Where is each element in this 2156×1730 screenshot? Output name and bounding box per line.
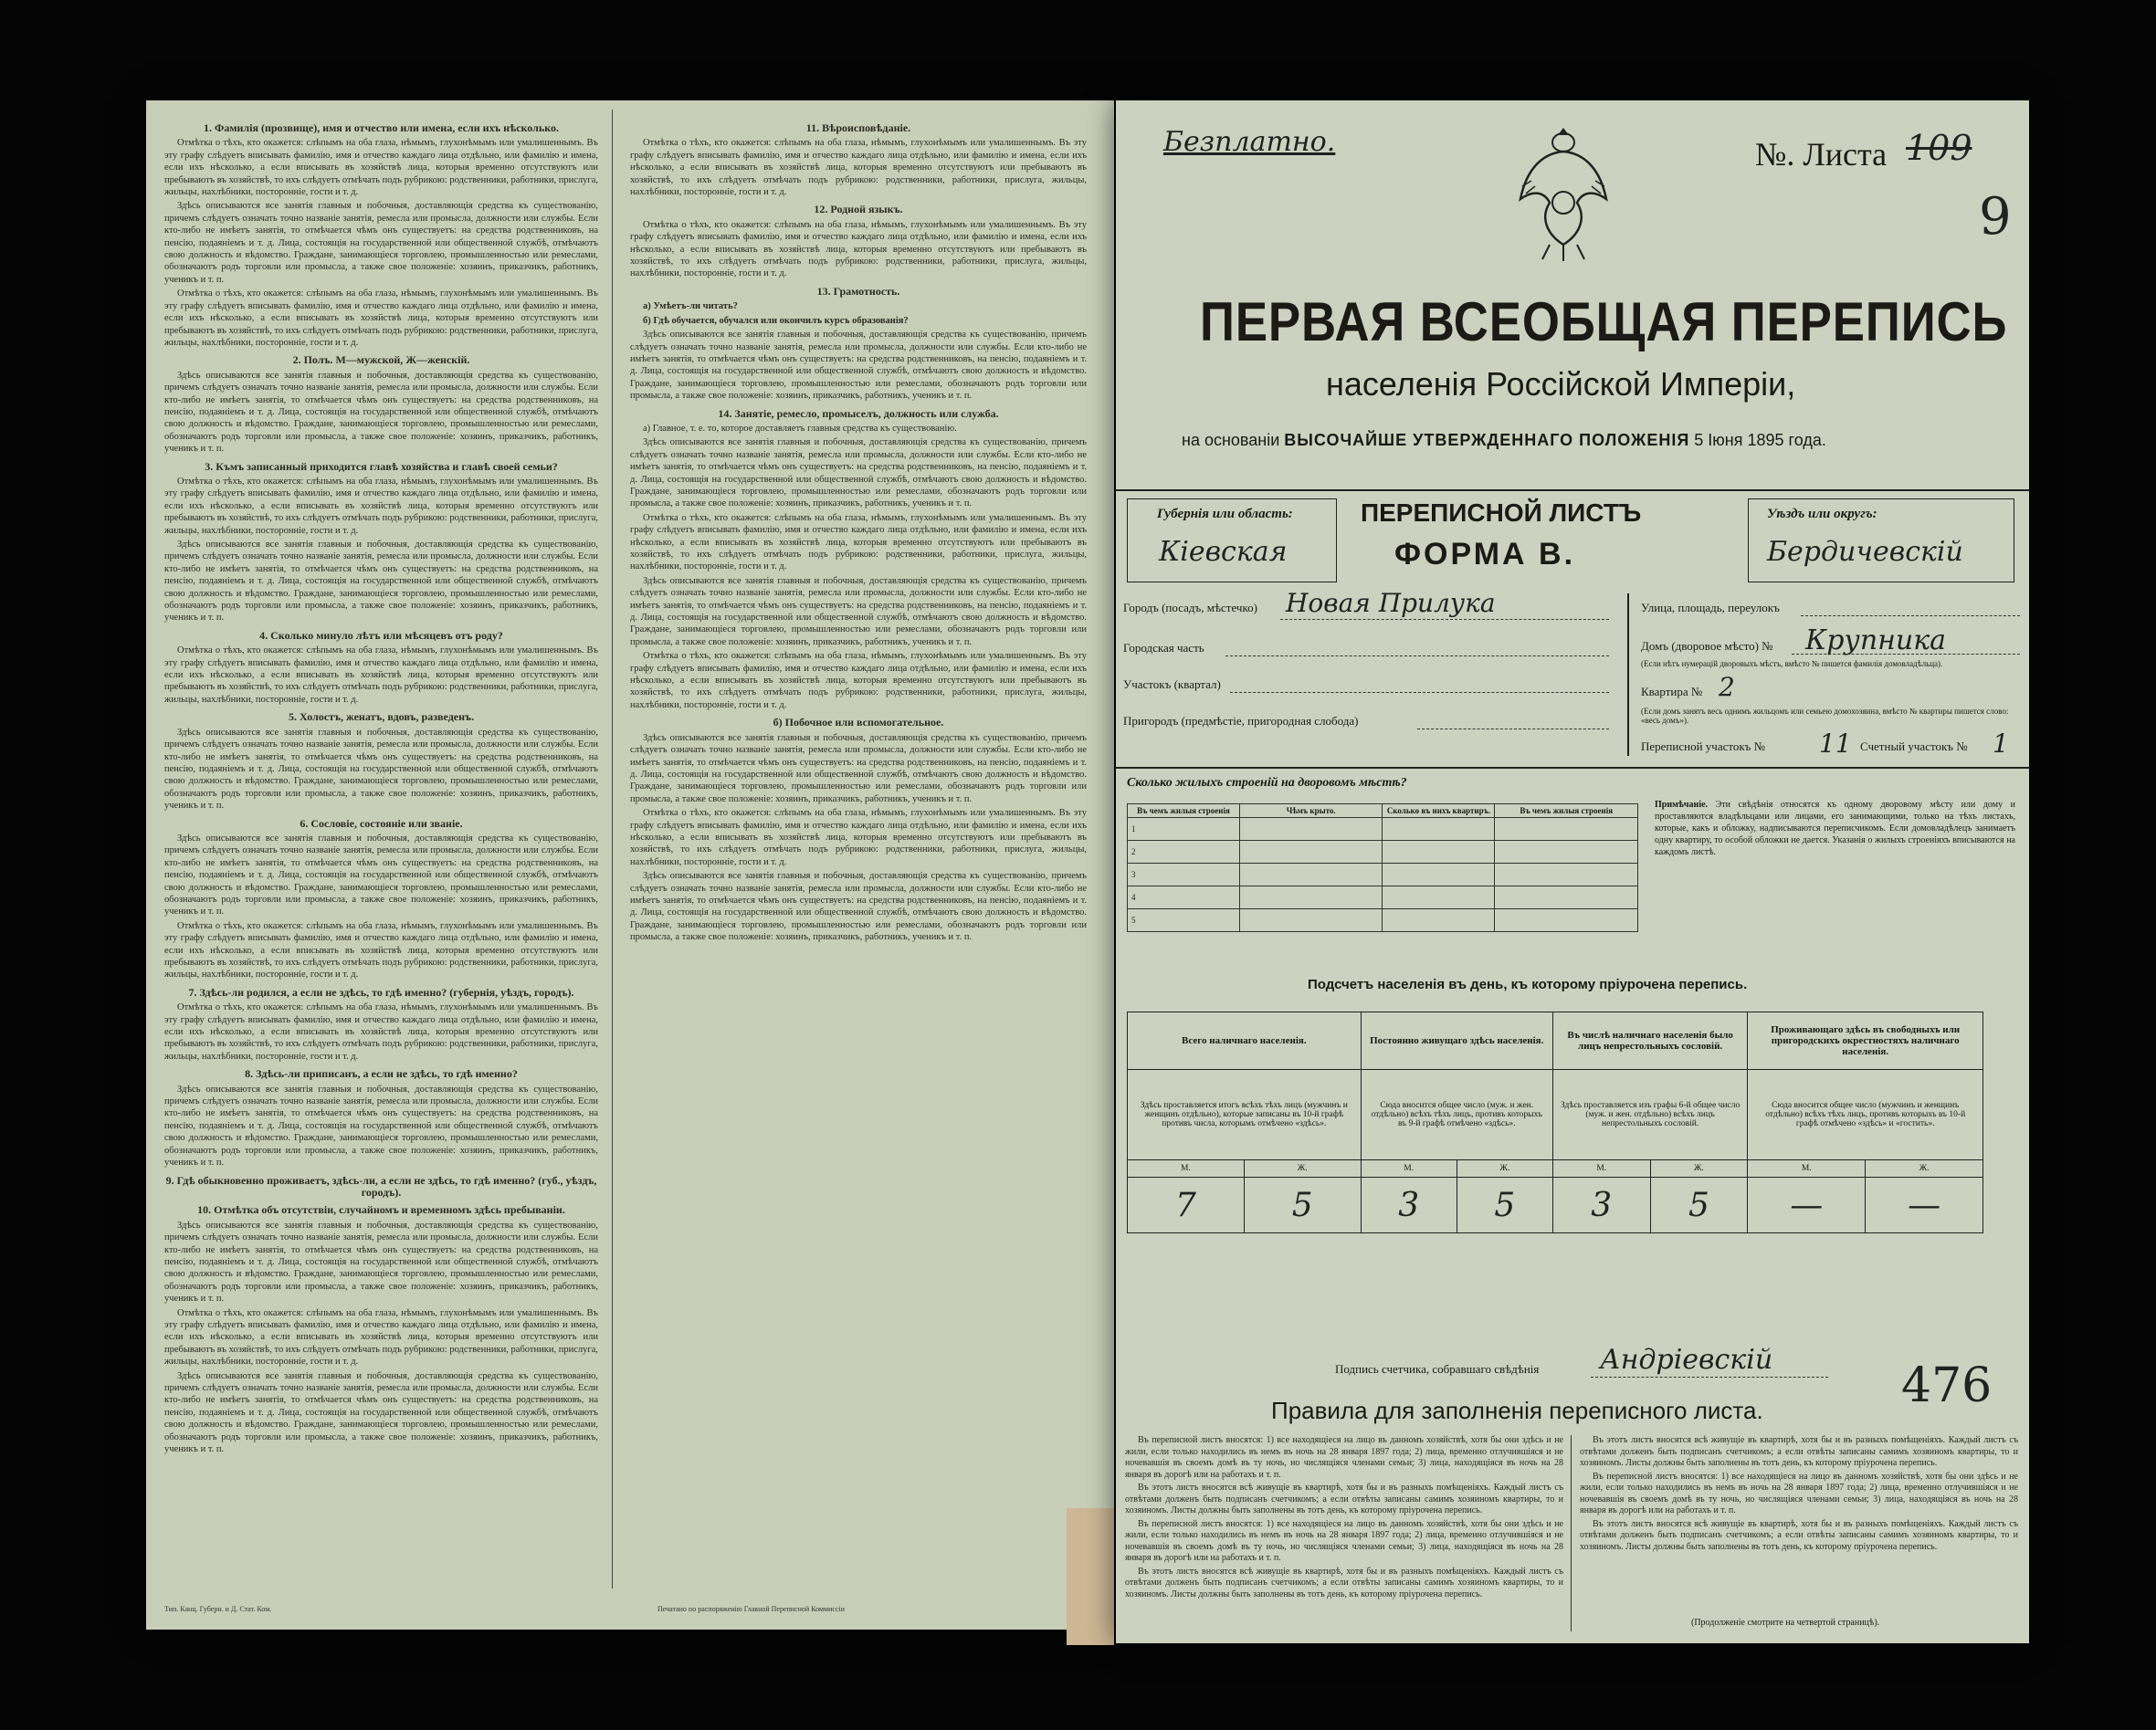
row-number: 5 (1128, 909, 1240, 932)
pop-value: 5 (1650, 1178, 1748, 1233)
imperial-eagle-icon (1513, 126, 1614, 263)
body-text: Здѣсь описываются все занятія главныя и побочныя, доставляющія средства къ существованію, причемъ слѣдуетъ означать точно названіе занятія, ремесла или промысла, должности или службы. Если кто-либо не имѣетъ занятія, то отмѣчается чѣмъ онъ существуетъ: на средства родственниковъ, на пенсію, подаяніемъ и т. д. Лица, состоящія на государственной или общественной службѣ, отмѣчаютъ свою должность и вѣдомство. Граждане, занимающіеся торговлею, промышленностью или ремеслами, обозначаютъ родъ торговли или промысла, а также свое положеніе: хозяинъ, приказчикъ, работникъ, ученикъ и т. п. (630, 871, 1087, 943)
buildings-question: Сколько жилыхъ строеній на дворовомъ мѣстѣ? (1127, 776, 1407, 790)
town-label: Городъ (посадъ, мѣстечко) (1123, 601, 1257, 614)
body-text: Отмѣтка о тѣхъ, кто окажется: слѣпымъ на оба глаза, нѣмымъ, глухонѣмымъ или умалишеннымъ. Въ эту графу слѣдуетъ вписывать фамилію, имя и отчество каждаго лица отдѣльно, или фамилію и имена, если ихъ нѣсколько, а если вписывать въ хозяйствѣ лица, которыя временно отсутствуютъ или пребываютъ въ хозяйствѣ, то ихъ слѣдуетъ отмѣчать подъ рубрикою: родственники, работники, прислуга, жильцы, нахлѣбники, посторонніе, гости и т. д. (164, 476, 598, 536)
free-label: Безплатно. (1163, 126, 1336, 158)
pop-value: 3 (1552, 1178, 1650, 1233)
footer-right: Печатано по распоряженію Главной Переписной Коммиссіи (657, 1605, 845, 1613)
province-label: Губернія или область: (1157, 507, 1293, 521)
pop-header: Постоянно живущаго здѣсь населенія. (1361, 1012, 1552, 1070)
right-page (1116, 100, 2029, 1643)
pop-value: 5 (1244, 1178, 1361, 1233)
street-line (1801, 615, 2020, 616)
section-10-heading: 10. Отмѣтка объ отсутствіи, случайномъ и временномъ здѣсь пребываніи. (197, 1203, 565, 1217)
table-cell (1495, 886, 1638, 909)
sex-label: М. (1552, 1160, 1650, 1178)
table-cell (1239, 909, 1383, 932)
population-header-row (1128, 1012, 1983, 1070)
pop-desc: Сюда вносится общее число (муж. и жен. отдѣльно) всѣхъ тѣхъ лицъ, противъ которыхъ въ 9-й графѣ отмѣчено «здѣсь». (1361, 1070, 1552, 1160)
section-13-heading: 13. Грамотность. (816, 284, 900, 298)
section-4-heading: 4. Сколько минуло лѣтъ или мѣсяцевъ отъ роду? (259, 628, 503, 642)
address-rule (1116, 767, 2029, 769)
body-text: Отмѣтка о тѣхъ, кто окажется: слѣпымъ на оба глаза, нѣмымъ, глухонѣмымъ или умалишеннымъ. Въ эту графу слѣдуетъ вписывать фамилію, имя и отчество каждаго лица отдѣльно, или фамилію и имена, если ихъ нѣсколько, а если вписывать въ хозяйствѣ лица, которыя временно отсутствуютъ или пребываютъ въ хозяйствѣ, то ихъ слѣдуетъ отмѣчать подъ рубрикою: родственники, работники, прислуга, жильцы, нахлѣбники, посторонніе, гости и т. д. (164, 1307, 598, 1368)
form-title-2: ФОРМА В. (1394, 537, 1576, 571)
apartment-note: (Если домъ занятъ весь однимъ жильцомъ или семьею домохозяина, вмѣсто № квартиры пишется слово: «весь домъ»). (1641, 707, 2009, 725)
table-cell (1239, 864, 1383, 886)
pop-header: Въ числѣ наличнаго населенія было лицъ непрестольныхъ сословій. (1552, 1012, 1748, 1070)
table-cell (1495, 909, 1638, 932)
table-cell (1239, 818, 1383, 841)
table-cell (1383, 909, 1495, 932)
pop-desc: Здѣсь проставляется итогъ всѣхъ тѣхъ лицъ (мужчинъ и женщинъ отдѣльно), которые записаны въ 10-й графѣ противъ числа, которымъ отмѣчено «здѣсь». (1128, 1070, 1362, 1160)
table-row (1128, 818, 1638, 841)
town-value: Новая Прилука (1286, 588, 1496, 618)
plot-line (1230, 692, 1609, 693)
table-cell (1239, 841, 1383, 864)
buildings-table-header (1128, 804, 1638, 818)
rules-title: Правила для заполненія переписного листа. (1271, 1397, 1763, 1424)
title-basis (1182, 431, 1826, 450)
section-1-heading: 1. Фамилія (прозвище), имя и отчество или имена, если ихъ нѣсколько. (204, 121, 559, 134)
section-14a: а) Главное, т. е. то, которое доставляетъ главныя средства къ существованію. (643, 423, 957, 434)
body-text: Здѣсь описываются все занятія главныя и побочныя, доставляющія средства къ существованію, причемъ слѣдуетъ означать точно названіе занятія, ремесла или промысла, должности или службы. Если кто-либо не имѣетъ занятія, то отмѣчается чѣмъ онъ существуетъ: на средства родственниковъ, на пенсію, подаяніемъ и т. д. Лица, состоящія на государственной или общественной службѣ, отмѣчаютъ свою должность и вѣдомство. Граждане, занимающіеся торговлею, промышленностью или ремеслами, обозначаютъ родъ торговли или промысла, а также свое положеніе: хозяинъ, приказчикъ, работникъ, ученикъ и т. п. (164, 201, 598, 285)
house-label: Домъ (дворовое мѣсто) № (1641, 639, 1773, 653)
plot-label: Участокъ (квартал) (1123, 677, 1221, 691)
rules-text-b: Въ этотъ листъ вносятся всѣ живущіе въ квартирѣ, хотя бы и въ разныхъ помѣщеніяхъ. Каждый листъ съ отвѣтами долженъ быть подписанъ счетчикомъ; а если отвѣты записаны самимъ хозяиномъ квартиры, то и хозяиномъ. Листы должны быть заполнены въ тотъ день, къ которому пріурочена перепись. (1125, 1483, 1563, 1515)
rules-column-b (1580, 1435, 2018, 1613)
body-text: Отмѣтка о тѣхъ, кто окажется: слѣпымъ на оба глаза, нѣмымъ, глухонѣмымъ или умалишеннымъ. Въ эту графу слѣдуетъ вписывать фамилію, имя и отчество каждаго лица отдѣльно, или фамилію и имена, если ихъ нѣсколько, а если вписывать въ хозяйствѣ лица, которыя временно отсутствуютъ или пребываютъ въ хозяйствѣ, то ихъ слѣдуетъ отмѣчать подъ рубрикою: родственники, работники, прислуга, жильцы, нахлѣбники, посторонніе, гости и т. д. (164, 288, 598, 348)
title-basis-c: 5 Іюня 1895 года. (1694, 431, 1826, 449)
district-label: Уѣздъ или округъ: (1767, 507, 1877, 521)
table-row (1128, 909, 1638, 932)
body-text: Отмѣтка о тѣхъ, кто окажется: слѣпымъ на оба глаза, нѣмымъ, глухонѣмымъ или умалишеннымъ. Въ эту графу слѣдуетъ вписывать фамилію, имя и отчество каждаго лица отдѣльно, или фамилію и имена, если ихъ нѣсколько, а если вписывать въ хозяйствѣ лица, которыя временно отсутствуютъ или пребываютъ въ хозяйствѣ, то ихъ слѣдуетъ отмѣчать подъ рубрикою: родственники, работники, прислуга, жильцы, нахлѣбники, посторонніе, гости и т. д. (630, 512, 1087, 572)
header-rule (1116, 489, 2029, 491)
district-box (1748, 498, 2014, 582)
table-cell (1383, 841, 1495, 864)
suburb-label: Пригородъ (предмѣстіе, пригородная слобода) (1123, 714, 1359, 728)
row-number: 4 (1128, 886, 1240, 909)
left-column-a (164, 117, 598, 1578)
body-text: Здѣсь описываются все занятія главныя и побочныя, доставляющія средства къ существованію, причемъ слѣдуетъ означать точно названіе занятія, ремесла или промысла, должности или службы. Если кто-либо не имѣетъ занятія, то отмѣчается чѣмъ онъ существуетъ: на средства родственниковъ, на пенсію, подаяніемъ и т. д. Лица, состоящія на государственной или общественной службѣ, отмѣчаютъ свою должность и вѣдомство. Граждане, занимающіеся торговлею, промышленностью или ремеслами, обозначаютъ родъ торговли или промысла, а также свое положеніе: хозяинъ, приказчикъ, работникъ, ученикъ и т. п. (164, 727, 598, 812)
body-text: Здѣсь описываются все занятія главныя и побочныя, доставляющія средства къ существованію, причемъ слѣдуетъ означать точно названіе занятія, ремесла или промысла, должности или службы. Если кто-либо не имѣетъ занятія, то отмѣчается чѣмъ онъ существуетъ: на средства родственниковъ, на пенсію, подаяніемъ и т. д. Лица, состоящія на государственной или общественной службѣ, отмѣчаютъ свою должность и вѣдомство. Граждане, занимающіеся торговлею, промышленностью или ремеслами, обозначаютъ родъ торговли или промысла, а также свое положеніе: хозяинъ, приказчикъ, работникъ, ученикъ и т. п. (630, 575, 1087, 647)
section-14-heading: 14. Занятіе, ремесло, промыселъ, должность или служба. (718, 406, 999, 420)
body-text: Отмѣтка о тѣхъ, кто окажется: слѣпымъ на оба глаза, нѣмымъ, глухонѣмымъ или умалишеннымъ. Въ эту графу слѣдуетъ вписывать фамилію, имя и отчество каждаго лица отдѣльно, или фамилію и имена, если ихъ нѣсколько, а если вписывать въ хозяйствѣ лица, которыя временно отсутствуютъ или пребываютъ въ хозяйствѣ, то ихъ слѣдуетъ отмѣчать подъ рубрикою: родственники, работники, прислуга, жильцы, нахлѣбники, посторонніе, гости и т. д. (164, 920, 598, 980)
pop-desc: Сюда вносится общее число (мужчинъ и женщинъ отдѣльно) всѣхъ тѣхъ лицъ, противъ которыхъ въ 10-й графѣ отмѣчено «здѣсь» и «гостить». (1748, 1070, 1983, 1160)
rules-text-b: Въ этотъ листъ вносятся всѣ живущіе въ квартирѣ, хотя бы и въ разныхъ помѣщеніяхъ. Каждый листъ съ отвѣтами долженъ быть подписанъ счетчикомъ; а если отвѣты записаны самимъ хозяиномъ квартиры, то и хозяиномъ. Листы должны быть заполнены въ тотъ день, къ которому пріурочена перепись. (1580, 1518, 2018, 1552)
section-13a: а) Умѣетъ-ли читать? (643, 301, 738, 312)
town-line (1280, 619, 1609, 620)
title-basis-a: на основаніи (1182, 431, 1280, 449)
body-text: Здѣсь описываются все занятія главныя и побочныя, доставляющія средства къ существованію, причемъ слѣдуетъ означать точно названіе занятія, ремесла или промысла, должности или службы. Если кто-либо не имѣетъ занятія, то отмѣчается чѣмъ онъ существуетъ: на средства родственниковъ, на пенсію, подаяніемъ и т. д. Лица, состоящія на государственной или общественной службѣ, отмѣчаютъ свою должность и вѣдомство. Граждане, занимающіеся торговлею, промышленностью или ремеслами, обозначаютъ родъ торговли или промысла, а также свое положеніе: хозяинъ, приказчикъ, работникъ, ученикъ и т. п. (164, 370, 598, 455)
rules-text-b: Въ этотъ листъ вносятся всѣ живущіе въ квартирѣ, хотя бы и въ разныхъ помѣщеніяхъ. Каждый листъ съ отвѣтами долженъ быть подписанъ счетчикомъ; а если отвѣты записаны самимъ хозяиномъ квартиры, то и хозяиномъ. Листы должны быть заполнены въ тотъ день, къ которому пріурочена перепись. (1125, 1566, 1563, 1599)
sex-label: Ж. (1244, 1160, 1361, 1178)
table-cell (1383, 864, 1495, 886)
rules-text-a: Въ переписной листъ вносятся: 1) все находящіеся на лицо въ данномъ хозяйствѣ, хотя бы они здѣсь и не жили, если только находились въ немъ въ ночь на 28 января 1897 года; 2) лица, временно отлучившіяся и не ночевавшія въ своемъ домѣ въ ту ночь, но числящіяся членами семьи; 3) лица, находящіяся въ ночь на 28 января въ дорогѣ или на работахъ и т. п. (1125, 1435, 1563, 1480)
pop-value: 7 (1128, 1178, 1245, 1233)
left-column-b (630, 117, 1087, 1578)
street-label: Улица, площадь, переулокъ (1641, 601, 1780, 614)
note-label: Примѣчаніе. (1655, 800, 1709, 810)
body-text: Здѣсь описываются все занятія главныя и побочныя, доставляющія средства къ существованію, причемъ слѣдуетъ означать точно названіе занятія, ремесла или промысла, должности или службы. Если кто-либо не имѣетъ занятія, то отмѣчается чѣмъ онъ существуетъ: на средства родственниковъ, на пенсію, подаяніемъ и т. д. Лица, состоящія на государственной или общественной службѣ, отмѣчаютъ свою должность и вѣдомство. Граждане, занимающіеся торговлею, промышленностью или ремеслами, обозначаютъ родъ торговли или промысла, а также свое положеніе: хозяинъ, приказчикъ, работникъ, ученикъ и т. п. (630, 437, 1087, 509)
section-5-heading: 5. Холостъ, женатъ, вдовъ, разведенъ. (288, 710, 475, 724)
page-number: 9 (1979, 187, 2012, 246)
section-6-heading: 6. Сословіе, состояніе или званіе. (300, 816, 463, 830)
city-part-label: Городская часть (1123, 641, 1204, 655)
house-value: Крупника (1805, 624, 1947, 656)
body-text: Отмѣтка о тѣхъ, кто окажется: слѣпымъ на оба глаза, нѣмымъ, глухонѣмымъ или умалишеннымъ. Въ эту графу слѣдуетъ вписывать фамилію, имя и отчество каждаго лица отдѣльно, или фамилію и имена, если ихъ нѣсколько, а если вписывать въ хозяйствѣ лица, которыя временно отсутствуютъ или пребываютъ въ хозяйствѣ, то ихъ слѣдуетъ отмѣчать подъ рубрикою: родственники, работники, прислуга, жильцы, нахлѣбники, посторонніе, гости и т. д. (630, 219, 1087, 279)
sex-label: М. (1748, 1160, 1866, 1178)
apartment-label: Квартира № (1641, 685, 1703, 698)
column-divider (612, 110, 613, 1588)
sex-label: Ж. (1866, 1160, 1983, 1178)
sex-label: Ж. (1650, 1160, 1748, 1178)
population-table (1127, 1012, 1983, 1233)
table-cell (1239, 886, 1383, 909)
table-cell (1495, 864, 1638, 886)
body-text: Здѣсь описываются все занятія главныя и побочныя, доставляющія средства къ существованію, причемъ слѣдуетъ означать точно названіе занятія, ремесла или промысла, должности или службы. Если кто-либо не имѣетъ занятія, то отмѣчается чѣмъ онъ существуетъ: на средства родственниковъ, на пенсію, подаяніемъ и т. д. Лица, состоящія на государственной или общественной службѣ, отмѣчаютъ свою должность и вѣдомство. Граждане, занимающіеся торговлею, промышленностью или ремеслами, обозначаютъ родъ торговли или промысла, а также свое положеніе: хозяинъ, приказчикъ, работникъ, ученикъ и т. п. (164, 1220, 598, 1305)
body-text: Отмѣтка о тѣхъ, кто окажется: слѣпымъ на оба глаза, нѣмымъ, глухонѣмымъ или умалишеннымъ. Въ эту графу слѣдуетъ вписывать фамилію, имя и отчество каждаго лица отдѣльно, или фамилію и имена, если ихъ нѣсколько, а если вписывать въ хозяйствѣ лица, которыя временно отсутствуютъ или пребываютъ въ хозяйствѣ, то ихъ слѣдуетъ отмѣчать подъ рубрикою: родственники, работники, прислуга, жильцы, нахлѣбники, посторонніе, гости и т. д. (164, 1002, 598, 1062)
rules-column-a (1125, 1435, 1563, 1631)
form-title-1: ПЕРЕПИСНОЙ ЛИСТЪ (1361, 498, 1642, 527)
body-text: Отмѣтка о тѣхъ, кто окажется: слѣпымъ на оба глаза, нѣмымъ, глухонѣмымъ или умалишеннымъ. Въ эту графу слѣдуетъ вписывать фамилію, имя и отчество каждаго лица отдѣльно, или фамилію и имена, если ихъ нѣсколько, а если вписывать въ хозяйствѣ лица, которыя временно отсутствуютъ или пребываютъ въ хозяйствѣ, то ихъ слѣдуетъ отмѣчать подъ рубрикою: родственники, работники, прислуга, жильцы, нахлѣбники, посторонніе, гости и т. д. (630, 138, 1087, 198)
footer-left: Тип. Канц. Губерн. и Д. Стат. Ком. (164, 1605, 272, 1613)
pop-desc: Здѣсь проставляется изъ графы 6-й общее число (муж. и жен. отдѣльно) всѣхъ лицъ непрестольныхъ сословій. (1552, 1070, 1748, 1160)
pop-value: 5 (1457, 1178, 1552, 1233)
table-row (1128, 841, 1638, 864)
section-14b: б) Побочное или вспомогательное. (773, 716, 944, 729)
body-text: Здѣсь описываются все занятія главныя и побочныя, доставляющія средства къ существованію, причемъ слѣдуетъ означать точно названіе занятія, ремесла или промысла, должности или службы. Если кто-либо не имѣетъ занятія, то отмѣчается чѣмъ онъ существуетъ: на средства родственниковъ, на пенсію, подаяніемъ и т. д. Лица, состоящія на государственной или общественной службѣ, отмѣчаютъ свою должность и вѣдомство. Граждане, занимающіеся торговлею, промышленностью или ремеслами, обозначаютъ родъ торговли или промысла, а также свое положеніе: хозяинъ, приказчикъ, работникъ, ученикъ и т. п. (630, 732, 1087, 804)
pop-value: — (1748, 1178, 1866, 1233)
sex-label: Ж. (1457, 1160, 1552, 1178)
district-value: Бердичевскій (1767, 536, 1963, 568)
signature-label: Подпись счетчика, собравшаго свѣдѣнія (1335, 1362, 1540, 1376)
section-1-text: Отмѣтка о тѣхъ, кто окажется: слѣпымъ на оба глаза, нѣмымъ, глухонѣмымъ или умалишеннымъ. Въ эту графу слѣдуетъ вписывать фамилію, имя и отчество каждаго лица отдѣльно, или фамилію и имена, если ихъ нѣсколько, а если вписывать въ хозяйствѣ лица, которыя временно отсутствуютъ или пребываютъ въ хозяйствѣ, то ихъ слѣдуетъ отмѣчать подъ рубрикою: родственники, работники, прислуга, жильцы, нахлѣбники, посторонніе, гости и т. д. (164, 138, 598, 198)
pencil-number: 476 (1901, 1358, 1993, 1413)
counting-district-label: Счетный участокъ № (1860, 739, 1968, 753)
buildings-th: Въ чемъ жилыя строенія (1495, 804, 1638, 818)
table-cell (1383, 818, 1495, 841)
buildings-th: Чѣмъ крыто. (1239, 804, 1383, 818)
population-sex-row (1128, 1160, 1983, 1178)
pop-header: Всего наличнаго населенія. (1128, 1012, 1362, 1070)
signature-line (1591, 1377, 1828, 1378)
row-number: 3 (1128, 864, 1240, 886)
title-basis-b: ВЫСОЧАЙШЕ УТВЕРЖДЕННАГО ПОЛОЖЕНІЯ (1284, 431, 1690, 449)
province-box (1127, 498, 1337, 582)
table-row (1128, 864, 1638, 886)
signature-value: Андріевскій (1600, 1344, 1773, 1376)
body-text: Здѣсь описываются все занятія главныя и побочныя, доставляющія средства къ существованію, причемъ слѣдуетъ означать точно названіе занятія, ремесла или промысла, должности или службы. Если кто-либо не имѣетъ занятія, то отмѣчается чѣмъ онъ существуетъ: на средства родственниковъ, на пенсію, подаяніемъ и т. д. Лица, состоящія на государственной или общественной службѣ, отмѣчаютъ свою должность и вѣдомство. Граждане, занимающіеся торговлею, промышленностью или ремеслами, обозначаютъ родъ торговли или промысла, а также свое положеніе: хозяинъ, приказчикъ, работникъ, ученикъ и т. п. (164, 1084, 598, 1169)
address-divider (1627, 593, 1629, 756)
house-line (1792, 654, 2020, 655)
note-text: Эти свѣдѣнія относятся къ одному дворовому мѣсту или дому и проставляются владѣльцами или лицами, его занимающими, только на тѣхъ листахъ, которые, какъ и обложку, надписываются переписчикомъ. Если домовладѣлецъ занимаетъ одну квартиру, то особой обложки не дается. Указанія о жилыхъ строеніяхъ вписываются на каждомъ листѣ. (1655, 800, 2016, 857)
census-district-value: 11 (1819, 729, 1852, 759)
section-13b: б) Гдѣ обучается, обучался или окончилъ курсъ образованія? (643, 315, 909, 326)
population-values-row (1128, 1178, 1983, 1233)
table-cell (1495, 841, 1638, 864)
section-9-heading: 9. Гдѣ обыкновенно проживаетъ, здѣсь-ли, а если не здѣсь, то гдѣ именно? (губ., уѣздъ, городъ). (165, 1173, 597, 1199)
body-text: Отмѣтка о тѣхъ, кто окажется: слѣпымъ на оба глаза, нѣмымъ, глухонѣмымъ или умалишеннымъ. Въ эту графу слѣдуетъ вписывать фамилію, имя и отчество каждаго лица отдѣльно, или фамилію и имена, если ихъ нѣсколько, а если вписывать въ хозяйствѣ лица, которыя временно отсутствуютъ или пребываютъ въ хозяйствѣ, то ихъ слѣдуетъ отмѣчать подъ рубрикою: родственники, работники, прислуга, жильцы, нахлѣбники, посторонніе, гости и т. д. (164, 645, 598, 705)
rules-text-a: Въ переписной листъ вносятся: 1) все находящіеся на лицо въ данномъ хозяйствѣ, хотя бы они здѣсь и не жили, если только находились въ немъ въ ночь на 28 января 1897 года; 2) лица, временно отлучившіяся и не ночевавшія въ своемъ домѣ въ ту ночь, но числящіяся членами семьи; 3) лица, находящіяся въ ночь на 28 января въ дорогѣ или на работахъ и т. п. (1580, 1471, 2018, 1515)
buildings-table (1127, 803, 1638, 932)
sheet-no-value: 109 (1906, 128, 1972, 168)
section-8-heading: 8. Здѣсь-ли приписанъ, а если не здѣсь, то гдѣ именно? (245, 1067, 518, 1081)
province-value: Кіевская (1159, 536, 1288, 568)
buildings-th: Въ чемъ жилыя строенія (1128, 804, 1240, 818)
title-main: ПЕРВАЯ ВСЕОБЩАЯ ПЕРЕПИСЬ (1200, 291, 2008, 352)
pop-value: 3 (1361, 1178, 1457, 1233)
sex-label: М. (1128, 1160, 1245, 1178)
rules-text-b: Въ этотъ листъ вносятся всѣ живущіе въ квартирѣ, хотя бы и въ разныхъ помѣщеніяхъ. Каждый листъ съ отвѣтами долженъ быть подписанъ счетчикомъ; а если отвѣты записаны самимъ хозяиномъ квартиры, то и хозяиномъ. Листы должны быть заполнены въ тотъ день, къ которому пріурочена перепись. (1580, 1435, 2018, 1468)
house-note: (Если нѣтъ нумерацій дворовыхъ мѣстъ, вмѣсто № пишется фамилія домовладѣльца). (1641, 659, 1943, 668)
table-cell (1383, 886, 1495, 909)
left-page (146, 100, 1114, 1630)
table-cell (1495, 818, 1638, 841)
rules-text-a: Въ переписной листъ вносятся: 1) все находящіеся на лицо въ данномъ хозяйствѣ, хотя бы они здѣсь и не жили, если только находились въ немъ въ ночь на 28 января 1897 года; 2) лица, временно отлучившіяся и не ночевавшія въ своемъ домѣ въ ту ночь, но числящіяся членами семьи; 3) лица, находящіяся въ ночь на 28 января въ дорогѣ или на работахъ и т. п. (1125, 1518, 1563, 1563)
city-part-line (1225, 655, 1609, 656)
rules-divider (1571, 1435, 1572, 1631)
sex-label: М. (1361, 1160, 1457, 1178)
section-12-heading: 12. Родной языкъ. (814, 203, 903, 216)
section-3-heading: 3. Къмъ записанный приходится главѣ хозяйства и главѣ своей семьи? (205, 459, 558, 473)
apartment-value: 2 (1719, 672, 1735, 702)
section-7-heading: 7. Здѣсь-ли родился, а если не здѣсь, то гдѣ именно? (губернія, уѣздъ, городъ). (188, 985, 574, 999)
population-heading: Подсчетъ населенія въ день, къ которому пріурочена перепись. (1308, 977, 1748, 992)
buildings-th: Сколько въ нихъ квартиръ. (1383, 804, 1495, 818)
body-text: Здѣсь описываются все занятія главныя и побочныя, доставляющія средства къ существованію, причемъ слѣдуетъ означать точно названіе занятія, ремесла или промысла, должности или службы. Если кто-либо не имѣетъ занятія, то отмѣчается чѣмъ онъ существуетъ: на средства родственниковъ, на пенсію, подаяніемъ и т. д. Лица, состоящія на государственной или общественной службѣ, отмѣчаютъ свою должность и вѣдомство. Граждане, занимающіеся торговлею, промышленностью или ремеслами, обозначаютъ родъ торговли или промысла, а также свое положеніе: хозяинъ, приказчикъ, работникъ, ученикъ и т. п. (164, 833, 598, 917)
title-sub: населенія Россійской Имперіи, (1326, 365, 1796, 403)
body-text: Отмѣтка о тѣхъ, кто окажется: слѣпымъ на оба глаза, нѣмымъ, глухонѣмымъ или умалишеннымъ. Въ эту графу слѣдуетъ вписывать фамилію, имя и отчество каждаго лица отдѣльно, или фамилію и имена, если ихъ нѣсколько, а если вписывать въ хозяйствѣ лица, которыя временно отсутствуютъ или пребываютъ въ хозяйствѣ, то ихъ слѣдуетъ отмѣчать подъ рубрикою: родственники, работники, прислуга, жильцы, нахлѣбники, посторонніе, гости и т. д. (630, 651, 1087, 710)
population-desc-row (1128, 1070, 1983, 1160)
body-text: Отмѣтка о тѣхъ, кто окажется: слѣпымъ на оба глаза, нѣмымъ, глухонѣмымъ или умалишеннымъ. Въ эту графу слѣдуетъ вписывать фамилію, имя и отчество каждаго лица отдѣльно, или фамилію и имена, если ихъ нѣсколько, а если вписывать въ хозяйствѣ лица, которыя временно отсутствуютъ или пребываютъ въ хозяйствѣ, то ихъ слѣдуетъ отмѣчать подъ рубрикою: родственники, работники, прислуга, жильцы, нахлѣбники, посторонніе, гости и т. д. (630, 808, 1087, 867)
census-district-label: Переписной участокъ № (1641, 739, 1766, 753)
pop-header: Проживающаго здѣсь въ свободныхъ или пригородскихъ окрестностяхъ наличнаго населенія. (1748, 1012, 1983, 1070)
rules-footer: (Продолженіе смотрите на четвертой страницѣ). (1691, 1618, 1880, 1628)
body-text: Здѣсь описываются все занятія главныя и побочныя, доставляющія средства къ существованію, причемъ слѣдуетъ означать точно названіе занятія, ремесла или промысла, должности или службы. Если кто-либо не имѣетъ занятія, то отмѣчается чѣмъ онъ существуетъ: на средства родственниковъ, на пенсію, подаяніемъ и т. д. Лица, состоящія на государственной или общественной службѣ, отмѣчаютъ свою должность и вѣдомство. Граждане, занимающіеся торговлею, промышленностью или ремеслами, обозначаютъ родъ торговли или промысла, а также свое положеніе: хозяинъ, приказчикъ, работникъ, ученикъ и т. п. (630, 330, 1087, 402)
body-text: Здѣсь описываются все занятія главныя и побочныя, доставляющія средства къ существованію, причемъ слѣдуетъ означать точно названіе занятія, ремесла или промысла, должности или службы. Если кто-либо не имѣетъ занятія, то отмѣчается чѣмъ онъ существуетъ: на средства родственниковъ, на пенсію, подаяніемъ и т. д. Лица, состоящія на государственной или общественной службѣ, отмѣчаютъ свою должность и вѣдомство. Граждане, занимающіеся торговлею, промышленностью или ремеслами, обозначаютъ родъ торговли или промысла, а также свое положеніе: хозяинъ, приказчикъ, работникъ, ученикъ и т. п. (164, 540, 598, 624)
section-11-heading: 11. Вѣроисповѣданіе. (805, 121, 911, 134)
row-number: 2 (1128, 841, 1240, 864)
sheet-no-label: №. Листа (1755, 136, 1888, 173)
pop-value: — (1866, 1178, 1983, 1233)
body-text: Здѣсь описываются все занятія главныя и побочныя, доставляющія средства къ существованію, причемъ слѣдуетъ означать точно названіе занятія, ремесла или промысла, должности или службы. Если кто-либо не имѣетъ занятія, то отмѣчается чѣмъ онъ существуетъ: на средства родственниковъ, на пенсію, подаяніемъ и т. д. Лица, состоящія на государственной или общественной службѣ, отмѣчаютъ свою должность и вѣдомство. Граждане, занимающіеся торговлею, промышленностью или ремеслами, обозначаютъ родъ торговли или промысла, а также свое положеніе: хозяинъ, приказчикъ, работникъ, ученикъ и т. п. (164, 1370, 598, 1455)
row-number: 1 (1128, 818, 1240, 841)
fold-strip (1067, 1508, 1114, 1645)
section-2-heading: 2. Полъ. М—мужской, Ж—женскій. (292, 353, 470, 367)
note-block (1655, 799, 2015, 858)
table-row (1128, 886, 1638, 909)
counting-district-value: 1 (1993, 729, 2009, 759)
